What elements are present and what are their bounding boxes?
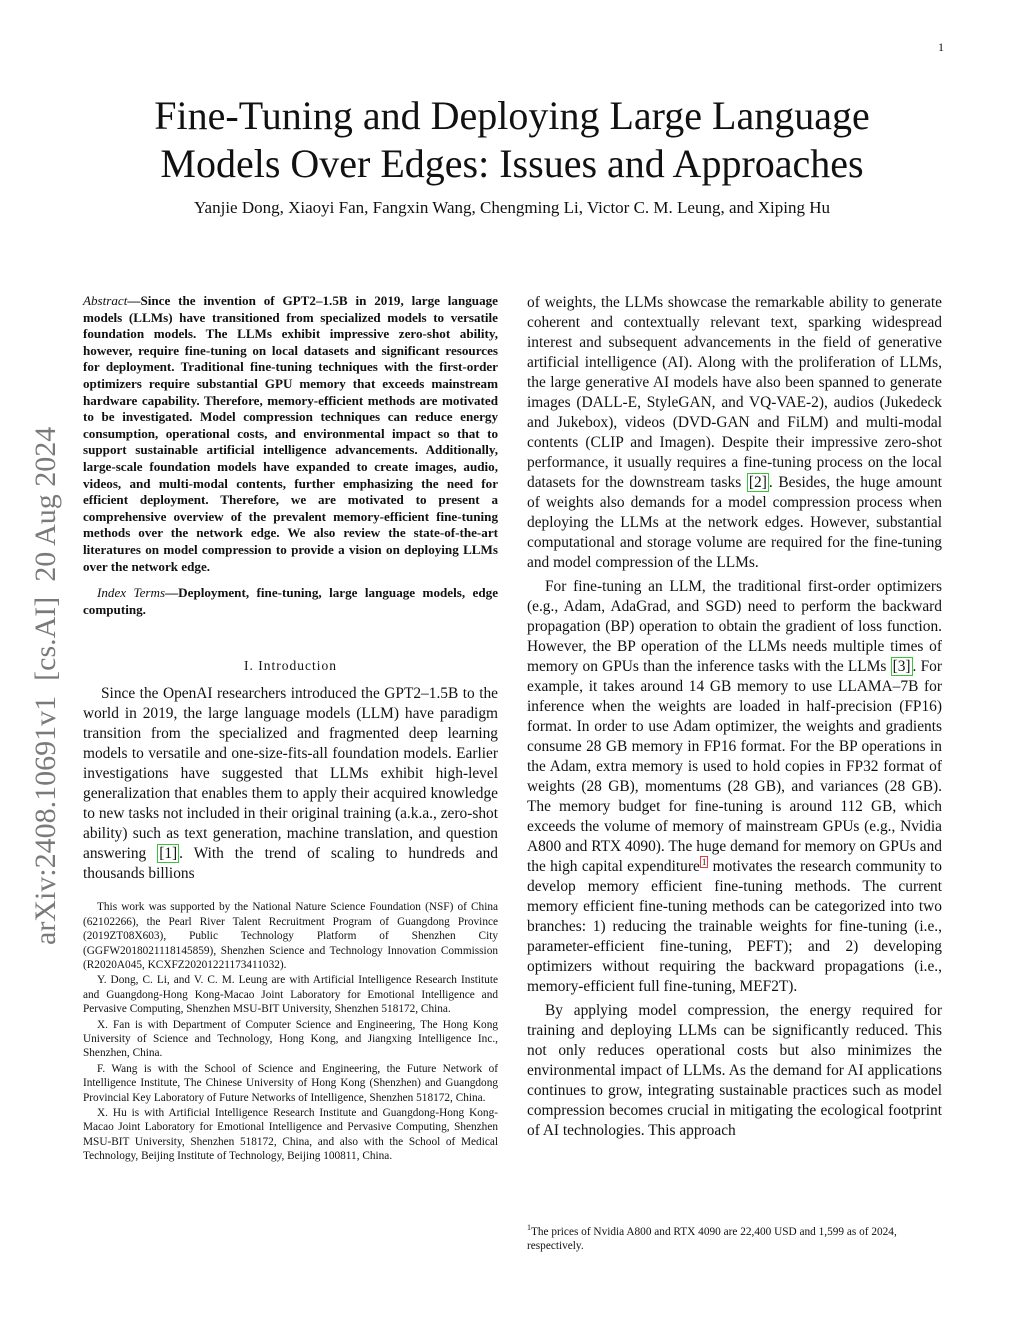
body-paragraph [527, 293, 942, 573]
footnote-affiliation: X. Hu is with Artificial Intelligence Research Institute and Guangdong-Hong Kong-Macao Joint Laboratory for Emotional Intelligence and Pervasive Computing, Shenzhen MSU-BIT University, Shenzhen 518172, China, and also with the School of Medical Technology, Beijing Institute of Technology, Beijing 100811, China. [83, 1106, 498, 1163]
citation-link[interactable]: [3] [892, 658, 911, 675]
affiliation-footnotes [83, 900, 498, 1163]
footnote-affiliation: F. Wang is with the School of Science and Engineering, the Future Network of Intelligence Institute, The Chinese University of Hong Kong (Shenzhen) and Guangdong Provincial Key Laboratory of Future Networks of Intelligence, Shenzhen 518172, China. [83, 1062, 498, 1104]
left-column [83, 293, 498, 1165]
intro-body [83, 684, 498, 884]
abstract-label: Abstract [83, 293, 128, 308]
citation-link[interactable]: [1] [159, 845, 178, 863]
arxiv-stamp: arXiv:2408.10691v1 [cs.AI] 20 Aug 2024 [29, 426, 62, 945]
title-line-1: Fine-Tuning and Deploying Large Language [154, 93, 870, 138]
body-paragraph [527, 577, 942, 997]
abstract [83, 293, 498, 575]
footnote-funding: This work was supported by the National Nature Science Foundation (NSF) of China (62102266), the Pearl River Talent Recruitment Program of Guangdong Province (2019ZT08X603), Public Technology Platform of Shenzhen City (GGFW2018021118145859), Shenzhen Science and Technology Innovation Commission (R2020A045, KCXFZ20201221173411032). [83, 901, 498, 971]
index-terms-text: —Deployment, fine-tuning, large language models, edge computing. [83, 585, 499, 617]
footnote-affiliation: Y. Dong, C. Li, and V. C. M. Leung are with Artificial Intelligence Research Institute and Guangdong-Hong Kong-Macao Joint Laboratory for Emotional Intelligence and Pervasive Computing, Shenzhen MSU-BIT University, Shenzhen 518172, China. [83, 974, 498, 1016]
price-footnote [527, 1221, 942, 1254]
footnote-link[interactable]: 1 [701, 856, 707, 867]
paper-title [100, 92, 924, 188]
index-terms [83, 585, 498, 618]
intro-paragraph [83, 684, 498, 884]
body-text-cont: . Besides, the huge amount of weights also demands for a model compression process when deploying the LLMs at the network edges. However, substantial computational and storage volume are required for the fine-tuning and model compression of the LLMs. [527, 474, 942, 571]
footnote-mark: 1 [527, 1223, 531, 1232]
abstract-text: —Since the invention of GPT2–1.5B in 2019, large language models (LLMs) have transitioned from specialized models to versatile foundation models. The LLMs exhibit impressive zero-shot ability, however, require fine-tuning on local datasets and significant resources for deployment. Traditional fine-tuning techniques with the first-order optimizers require substantial GPU memory that exceeds mainstream hardware capability. Therefore, memory-efficient methods are motivated to be investigated. Model compression techniques can reduce energy consumption, operational costs, and environmental impact so that to support sustainable artificial intelligence advancements. Additionally, large-scale foundation models have expanded to create images, audio, videos, and multi-modal contents, further emphasizing the need for efficient deployment. Therefore, we are motivated to present a comprehensive overview of the prevalent memory-efficient fine-tuning methods over the network edge. We also review the state-of-the-art literatures on model compression to provide a vision on deploying LLMs over the network edge. [83, 293, 498, 574]
index-terms-label: Index Terms [97, 585, 166, 601]
right-column [527, 293, 942, 1141]
page-number: 1 [938, 40, 944, 54]
body-text: of weights, the LLMs showcase the remarkable ability to generate coherent and contextually relevant text, sparking widespread interest and subsequent advancements in the field of generative artificial intelligence (AI). Along with the proliferation of LLMs, the large generative AI models have also been spanned to generate images (DALL-E, StyleGAN, and VQ-VAE-2), audios (Jukedeck and Jukebox), videos (DVD-GAN and FiLM) and multi-modal contents (CLIP and Imagen). Despite their impressive zero-shot performance, it usually requires a fine-tuning process on the local datasets for the downstream tasks [527, 294, 942, 491]
intro-text: Since the OpenAI researchers introduced the GPT2–1.5B to the world in 2019, the large language models (LLM) have paradigm transition from the specialized and fragmented deep learning models to versatile and one-size-fits-all foundation models. Earlier investigations have suggested that LLMs exhibit high-level generalization that enables them to apply their acquired knowledge to new tasks not included in their original training (a.k.a., zero-shot ability) such as text generation, machine translation, and question answering [83, 685, 498, 863]
citation-link[interactable]: [2] [748, 474, 767, 491]
intro-text-cont: . With the trend of scaling to hundreds and thousands billions [83, 845, 498, 883]
body-paragraph: By applying model compression, the energy required for training and deploying LLMs can be significantly reduced. This not only reduces operational costs but also minimizes the environmental impact of LLMs. As the demand for AI applications continues to grow, integrating sustainable practices such as model compression becomes crucial in mitigating the ecological footprint of AI technologies. This approach [527, 1002, 942, 1139]
author-list: Yanjie Dong, Xiaoyi Fan, Fangxin Wang, Chengming Li, Victor C. M. Leung, and Xiping Hu [193, 198, 831, 217]
section-heading: I. Introduction [244, 658, 337, 674]
footnote-text: The prices of Nvidia A800 and RTX 4090 are 22,400 USD and 1,599 as of 2024, respectively. [527, 1225, 897, 1253]
body-text-cont: motivates the research community to develop memory efficient fine-tuning methods. The current memory efficient fine-tuning methods can be categorized into two branches: 1) reducing the trainable weights for fine-tuning (i.e., parameter-efficient fine-tuning, PEFT); and 2) developing optimizers without requiring the backward propagations (i.e., memory-efficient full fine-tuning, MEF2T). [527, 858, 942, 995]
footnote-affiliation: X. Fan is with Department of Computer Science and Engineering, The Hong Kong University of Science and Technology, Hong Kong, and Jiangxing Intelligence Inc., Shenzhen, China. [83, 1018, 498, 1060]
body-text-cont: . For example, it takes around 14 GB memory to use LLAMA–7B for inference when the weights are loaded in half-precision (FP16) format. In order to use Adam optimizer, the weights and gradients consume 28 GB memory in FP16 format. For the BP operations in the Adam, extra memory is used to hold copies in FP32 format of weights (28 GB), momentums (28 GB), and variances (28 GB). The memory budget for fine-tuning is around 112 GB, which exceeds the volume of memory of mainstream GPUs (e.g., Nvidia A800 and RTX 4090). The huge demand for memory on GPUs and the high capital expenditure [527, 658, 942, 875]
title-line-2: Models Over Edges: Issues and Approaches [160, 141, 864, 186]
body-text: For fine-tuning an LLM, the traditional first-order optimizers (e.g., Adam, AdaGrad, and SGD) need to perform the backward propagation (BP) operation to obtain the gradient of loss function. However, the BP operation of the LLMs needs multiple times of memory on GPUs than the inference tasks with the LLMs [527, 578, 942, 675]
